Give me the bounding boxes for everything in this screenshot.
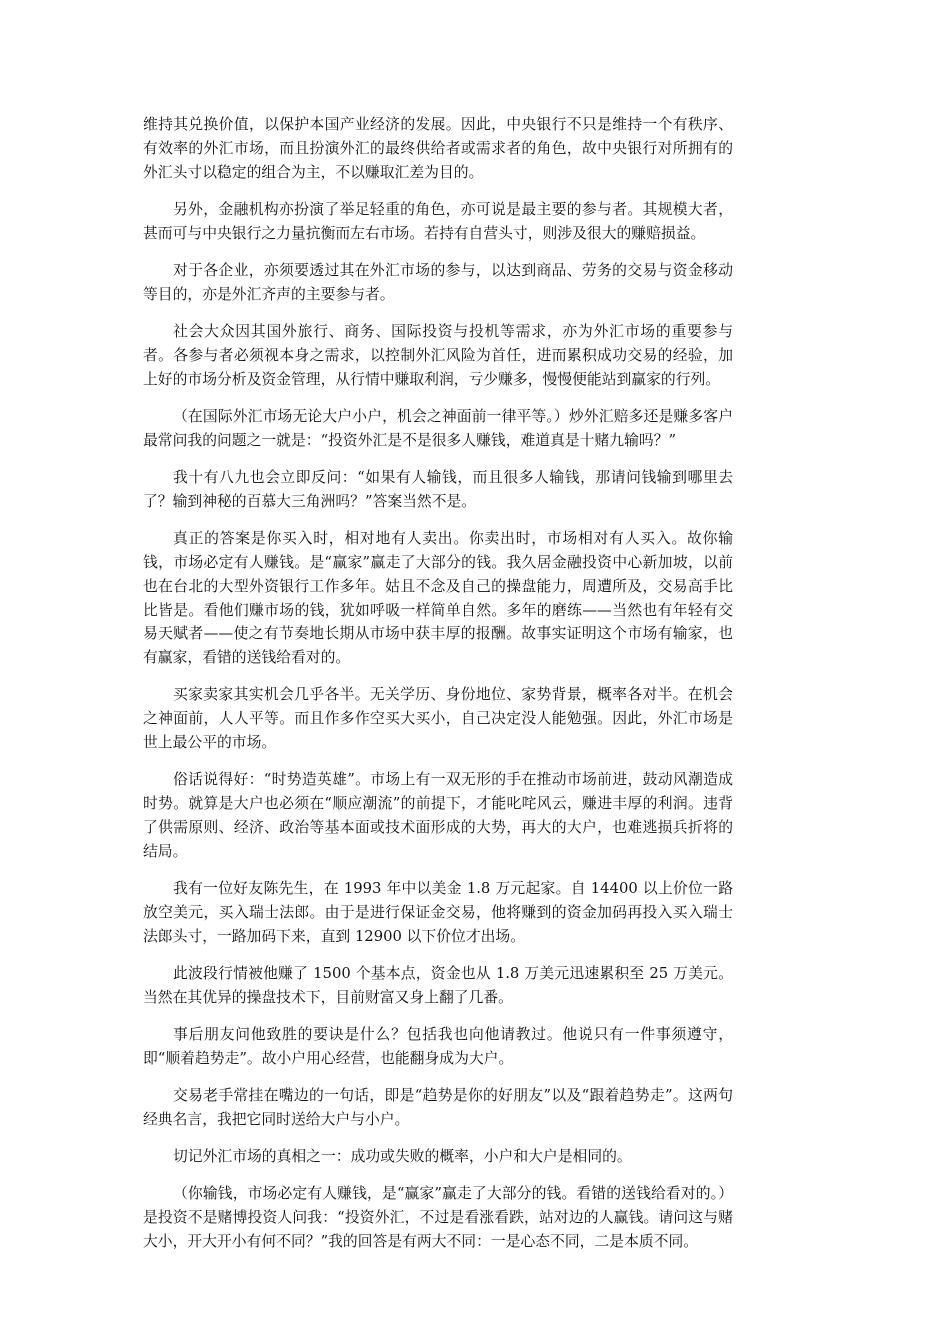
paragraph: （在国际外汇市场无论大户小户，机会之神面前一律平等。）炒外汇赔多还是赚多客户最常问我的问题之一就是：“投资外汇是不是很多人赚钱，难道真是十赌九输吗？” <box>143 407 733 449</box>
paragraph: 交易老手常挂在嘴边的一句话，即是“趋势是你的好朋友”以及“跟着趋势走”。这两句经典名言，我把它同时送给大户与小户。 <box>143 1087 733 1128</box>
article-body <box>143 113 733 1267</box>
paragraph: 买家卖家其实机会几乎各半。无关学历、身份地位、家势背景，概率各对半。在机会之神面前，人人平等。而且作多作空买大买小，自己决定没人能勉强。因此，外汇市场是世上最公平的市场。 <box>143 686 733 752</box>
paragraph: 对于各企业，亦须要透过其在外汇市场的参与，以达到商品、劳务的交易与资金移动等目的，亦是外汇齐声的主要参与者。 <box>143 261 733 303</box>
paragraph: 我十有八九也会立即反问：“如果有人输钱，而且很多人输钱，那请问钱输到哪里去了？输到神秘的百慕大三角洲吗？”答案当然不是。 <box>143 469 733 510</box>
paragraph: 我有一位好友陈先生，在 1993 年中以美金 1.8 万元起家。自 14400 以上价位一路放空美元，买入瑞士法郎。由于是进行保证金交易，他将赚到的资金加码再投入买入瑞士法郎头寸，一路加码下来，直到 12900 以下价位才出场。 <box>143 880 733 945</box>
paragraph: 事后朋友问他致胜的要诀是什么？包括我也向他请教过。他说只有一件事须遵守，即“顺着趋势走”。故小户用心经营，也能翻身成为大户。 <box>143 1026 733 1067</box>
paragraph: 另外，金融机构亦扮演了举足轻重的角色，亦可说是最主要的参与者。其规模大者，甚而可与中央银行之力量抗衡而左右市场。若持有自营头寸，则涉及很大的赚赔损益。 <box>143 200 733 242</box>
paragraph: 俗话说得好：“时势造英雄”。市场上有一双无形的手在推动市场前进，鼓动风潮造成时势。就算是大户也必须在“顺应潮流”的前提下，才能叱咤风云，赚进丰厚的利润。违背了供需原则、经济、政治等基本面或技术面形成的大势，再大的大户，也难逃损兵折将的结局。 <box>143 771 733 860</box>
paragraph: 维持其兑换价值，以保护本国产业经济的发展。因此，中央银行不只是维持一个有秩序、有效率的外汇市场，而且扮演外汇的最终供给者或需求者的角色，故中央银行对所拥有的外汇头寸以稳定的组合为主，不以赚取汇差为目的。 <box>143 116 733 181</box>
paragraph: 此波段行情被他赚了 1500 个基本点，资金也从 1.8 万美元迅速累积至 25 万美元。当然在其优异的操盘技术下，目前财富又身上翻了几番。 <box>143 964 733 1006</box>
paragraph: 社会大众因其国外旅行、商务、国际投资与投机等需求，亦为外汇市场的重要参与者。各参与者必须视本身之需求，以控制外汇风险为首任，进而累积成功交易的经验，加上好的市场分析及资金管理，从行情中赚取利润，亏少赚多，慢慢便能站到赢家的行列。 <box>143 323 733 388</box>
paragraph: （你输钱，市场必定有人赚钱，是“赢家”赢走了大部分的钱。看错的送钱给看对的。）是投资不是赌博投资人问我：“投资外汇，不过是看涨看跌，站对边的人赢钱。请问这与赌大小，开大开小有何不同？”我的回答是有两大不同：一是心态不同，二是本质不同。 <box>143 1185 733 1251</box>
paragraph: 切记外汇市场的真相之一：成功或失败的概率，小户和大户是相同的。 <box>173 1148 632 1166</box>
paragraph: 真正的答案是你买入时，相对地有人卖出。你卖出时，市场相对有人买入。故你输钱，市场必定有人赚钱。是“赢家”赢走了大部分的钱。我久居金融投资中心新加坡，以前也在台北的大型外资银行工作多年。姑且不念及自己的操盘能力，周遭所及，交易高手比比皆是。看他们赚市场的钱，犹如呼吸一样简单自然。多年的磨练——当然也有年轻有交易天赋者——使之有节奏地长期从市场中获丰厚的报酬。故事实证明这个市场有输家，也有赢家，看错的送钱给看对的。 <box>143 530 733 667</box>
